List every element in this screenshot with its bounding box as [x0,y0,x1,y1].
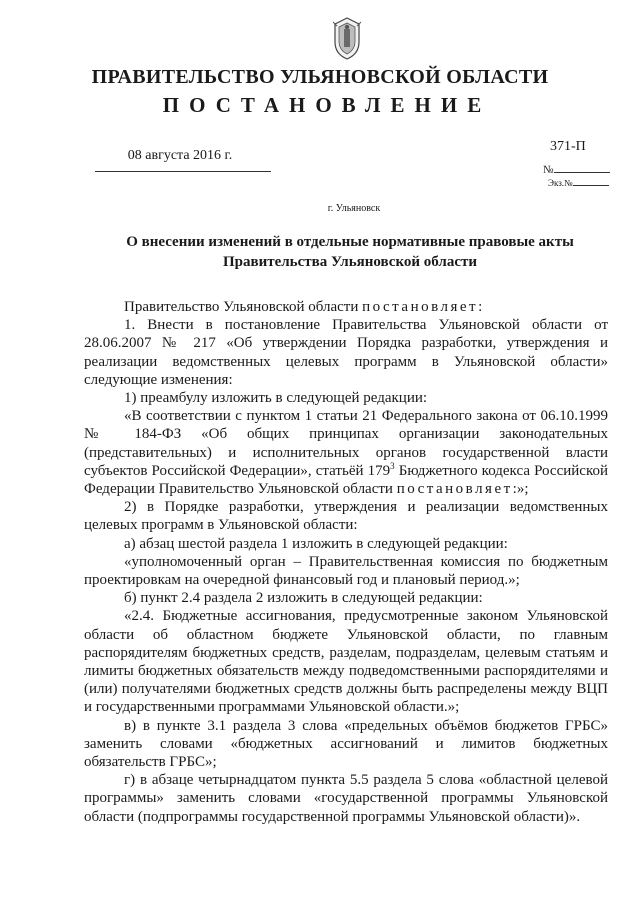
paragraph: «2.4. Бюджетные ассигнования, предусмотренные законом Ульяновской области об областном бюджете Ульяновской области, по главным распорядителям бюджетных средств, разделам, подразделам, целевым статьям и лимиты бюджетных обязательств между подведомственными распорядителями и (или) получателями бюджетных средств должны быть распределены между ВЦП и государственными программами Ульяновской области.»; [84,608,608,716]
document-number: 371-П [550,139,586,154]
copy-field [548,177,620,188]
paragraph [84,298,608,316]
superscript: 3 [390,460,395,471]
paragraph: в) в пункте 3.1 раздела 3 слова «предельных объёмов бюджетов ГРБС» заменить словами «бюджетных ассигнований и лимитов бюджетных обязательств ГРБС»; [84,717,608,771]
date-underline [95,171,271,172]
paragraph: а) абзац шестой раздела 1 изложить в следующей редакции: [124,535,508,552]
city-label: г. Ульяновск [327,203,381,214]
document-type: ПОСТАНОВЛЕНИЕ [162,93,492,117]
coat-of-arms-icon [329,16,365,60]
number-label: № [543,164,554,176]
paragraph [84,407,608,498]
paragraph: 1. Внести в постановление Правительства Ульяновской области от 28.06.2007 № 217 «Об утверждении Порядка разработки, утверждения и реализации ведомственных целевых программ в Ульяновской области» следующие изменения: [84,317,608,388]
number-field [543,162,615,176]
spaced-text: постановляет: [362,299,485,315]
text-fragment: Бюджетного кодекса Российской Федерации Правительство Ульяновской области [84,462,608,498]
copy-label: Экз.№ [548,178,573,188]
text-fragment: :»; [512,481,529,498]
text-fragment: Правительство Ульяновской области [124,299,363,315]
heading-line-1: О внесении изменений в отдельные нормативные правовые акты [126,234,574,250]
paragraph: г) в абзаце четырнадцатом пункта 5.5 раздела 5 слова «областной целевой программы» заменить словами «государственной программы Ульяновской области (подпрограммы государственной программы Ульяновской области)». [84,772,608,825]
document-heading [60,232,640,272]
government-title: ПРАВИТЕЛЬСТВО УЛЬЯНОВСКОЙ ОБЛАСТИ [91,66,549,88]
text-fragment: «В соответствии с пунктом 1 статьи 21 Федерального закона от 06.10.1999 № 184-ФЗ «Об общих принципах организации законодательных (представительных) и исполнительных органов государственной власти субъектов Российской Федерации», статьёй 179 [84,408,608,479]
spaced-text: постановляет [396,481,513,498]
paragraph: «уполномоченный орган – Правительственная комиссия по бюджетным проектировкам на очередной финансовый год и плановый период.»; [84,553,608,589]
paragraph: 1) преамбулу изложить в следующей редакции: [124,390,428,407]
paragraph: 2) в Порядке разработки, утверждения и реализации ведомственных целевых программ в Ульяновской области: [84,499,608,534]
paragraph: б) пункт 2.4 раздела 2 изложить в следующей редакции: [124,590,483,607]
document-body [84,298,608,826]
heading-line-2: Правительства Ульяновской области [222,254,478,270]
document-date: 08 августа 2016 г. [127,148,233,163]
